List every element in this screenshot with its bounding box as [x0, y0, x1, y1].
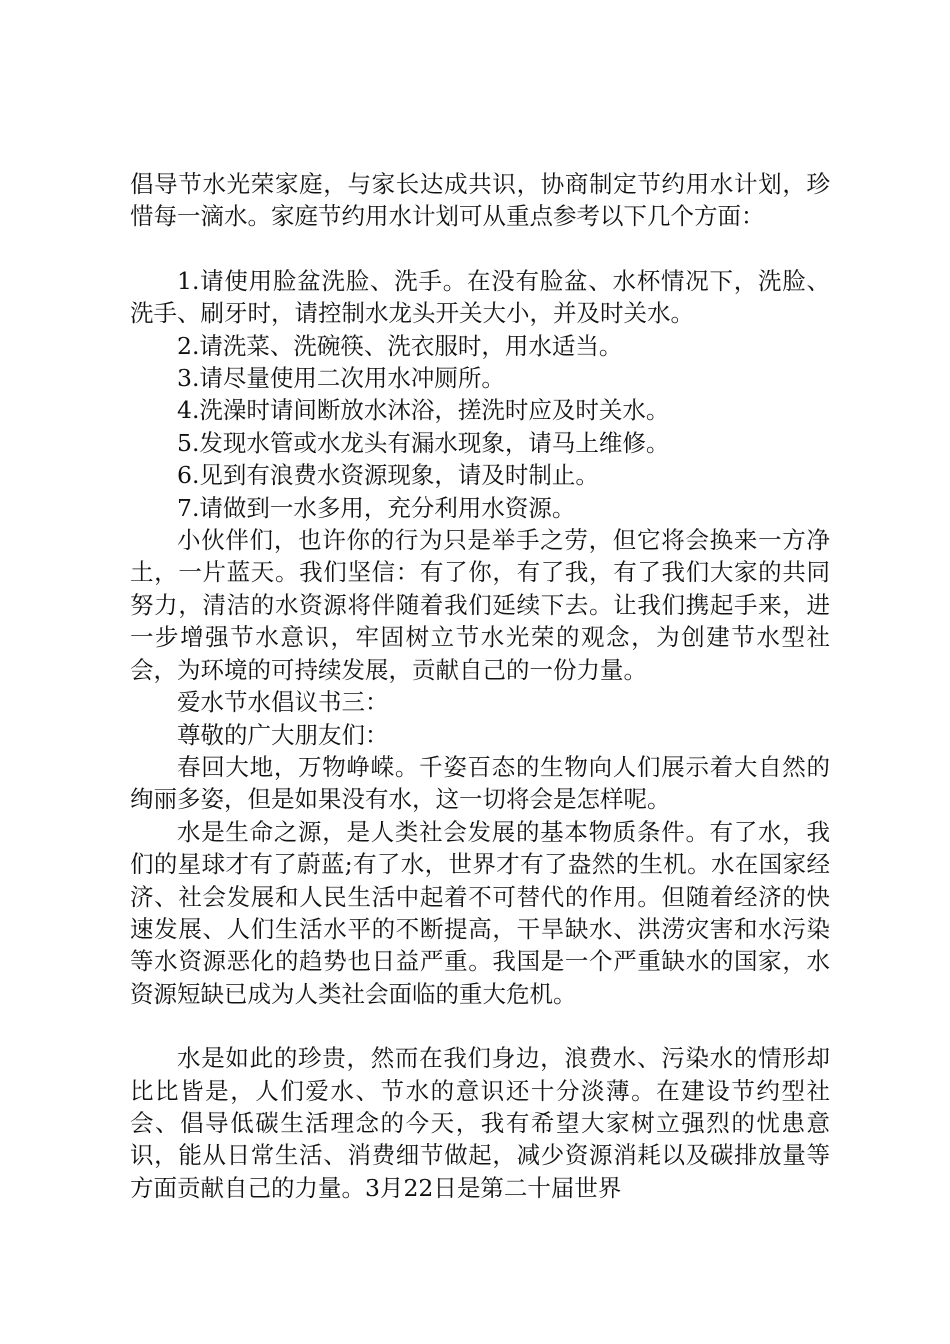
- list-item-3: 3.请尽量使用二次用水冲厕所。: [177, 364, 505, 393]
- list-item-1: 1.请使用脸盆洗脸、洗手。在没有脸盆、水杯情况下，洗脸、洗手、刷牙时，请控制水龙头开关大小，并及时关水。: [130, 266, 830, 328]
- paragraph-spring: 春回大地，万物峥嵘。千姿百态的生物向人们展示着大自然的绚丽多姿，但是如果没有水，这一切将会是怎样呢。: [130, 752, 830, 814]
- list-item-2: 2.请洗菜、洗碗筷、洗衣服时，用水适当。: [177, 331, 623, 360]
- paragraph-intro: 倡导节水光荣家庭，与家长达成共识，协商制定节约用水计划，珍惜每一滴水。家庭节约用水计划可从重点参考以下几个方面：: [130, 170, 830, 231]
- paragraph-water-precious: 水是如此的珍贵，然而在我们身边，浪费水、污染水的情形却比比皆是，人们爱水、节水的意识还十分淡薄。在建设节约型社会、倡导低碳生活理念的今天，我有希望大家树立强烈的忧患意识，能从日常生活、消费细节做起，减少资源消耗以及碳排放量等方面贡献自己的力量。3月22日是第二十届世界: [130, 1044, 830, 1202]
- salutation: 尊敬的广大朋友们：: [177, 720, 389, 749]
- paragraph-water-source: 水是生命之源，是人类社会发展的基本物质条件。有了水，我们的星球才有了蔚蓝;有了水，世界才有了盎然的生机。水在国家经济、社会发展和人民生活中起着不可替代的作用。但随着经济的快速发展、人们生活水平的不断提高，干旱缺水、洪涝灾害和水污染等水资源恶化的趋势也日益严重。我国是一个严重缺水的国家，水资源短缺已成为人类社会面临的重大危机。: [130, 817, 830, 1008]
- list-item-4: 4.洗澡时请间断放水沐浴，搓洗时应及时关水。: [177, 396, 670, 425]
- paragraph-closing: 小伙伴们，也许你的行为只是举手之劳，但它将会换来一方净土，一片蓝天。我们坚信：有了你，有了我，有了我们大家的共同努力，清洁的水资源将伴随着我们延续下去。让我们携起手来，进一步增强节水意识，牢固树立节水光荣的观念，为创建节水型社会，为环境的可持续发展，贡献自己的一份力量。: [130, 526, 830, 684]
- list-item-6: 6.见到有浪费水资源现象，请及时制止。: [177, 461, 599, 490]
- list-item-7: 7.请做到一水多用，充分利用水资源。: [177, 493, 576, 522]
- section-heading: 爱水节水倡议书三：: [177, 688, 389, 717]
- document-body: [130, 168, 830, 1204]
- list-item-5: 5.发现水管或水龙头有漏水现象，请马上维修。: [177, 428, 670, 457]
